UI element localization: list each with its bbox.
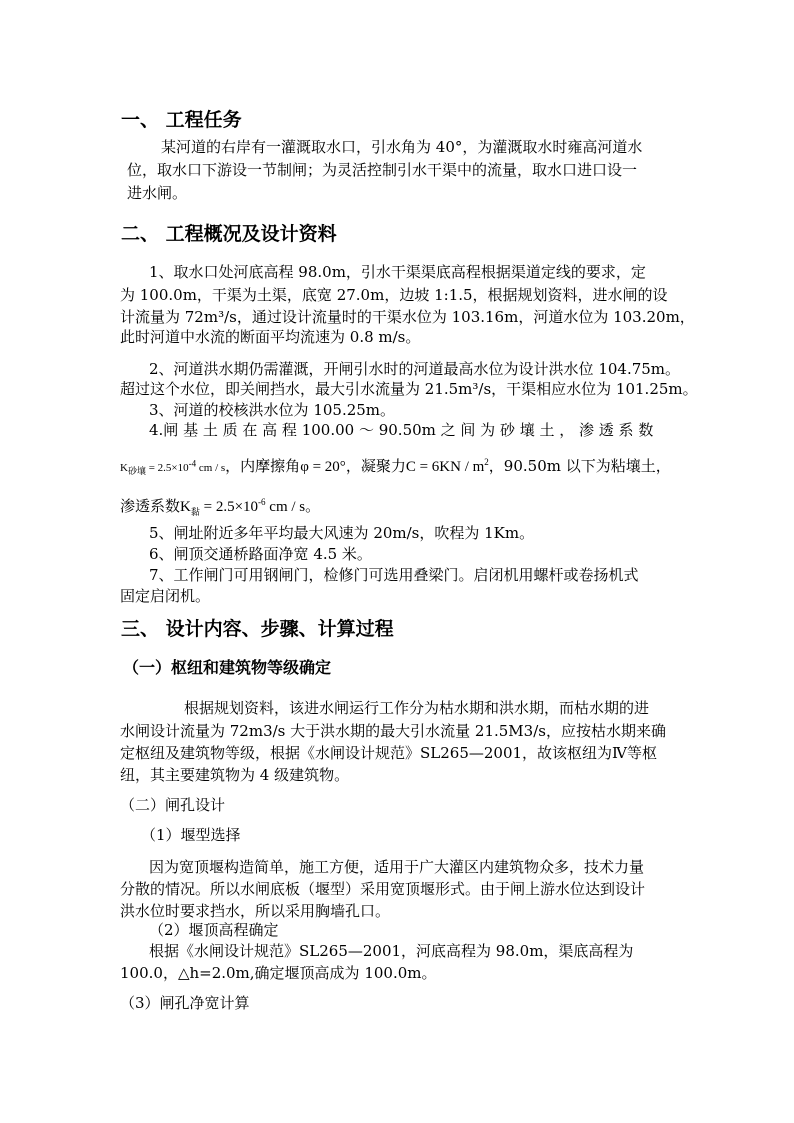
- paragraph-line: 超过这个水位，即关闸挡水，最大引水流量为 21.5m³/s，干渠相应水位为 101.25m。: [120, 380, 698, 398]
- formula-line-clay: 渗透系数$K_黏 = 2.5\times 10^{-6}$ cm / s。: [120, 497, 321, 517]
- subsection-heading: （一）枢纽和建筑物等级确定: [123, 658, 332, 677]
- paragraph-line: 因为宽顶堰构造简单，施工方便，适用于广大灌区内建筑物众多，技术力量: [149, 858, 645, 876]
- cohesion: $C = 6KN / m^2$: [405, 457, 489, 475]
- paragraph-line: 7、工作闸门可用钢闸门，检修门可选用叠梁门。启闭机用螺杆或卷扬机式: [149, 566, 639, 584]
- paragraph-line: 此时河道中水流的断面平均流速为 0.8 m/s。: [120, 328, 421, 346]
- paragraph-line: 计流量为 72m³/s，通过设计流量时的干渠水位为 103.16m，河道水位为 103.20m，: [120, 308, 695, 326]
- paragraph-line: 洪水位时要求挡水，所以采用胸墙孔口。: [120, 902, 391, 920]
- section-heading-3: 三、 设计内容、步骤、计算过程: [121, 618, 394, 640]
- paragraph-line: 进水闸。: [127, 184, 188, 202]
- section-heading-2: 二、 工程概况及设计资料: [121, 223, 337, 245]
- formula-line-soil: $K_{砂壤} = 2.5\times 10^{-4}$ cm / s，内摩擦角φ = 20°，凝聚力$C = 6KN / m^2$，90.50m 以下为粘壤土，: [120, 457, 671, 477]
- paragraph-line: 定枢纽及建筑物等级，根据《水闸设计规范》SL265—2001，故该枢纽为Ⅳ等枢: [120, 744, 658, 762]
- section-heading-1: 一、 工程任务: [121, 109, 242, 131]
- paragraph-line: 某河道的右岸有一灌溉取水口，引水角为 40°，为灌溉取水时雍高河道水: [161, 138, 643, 156]
- paragraph-line: 分散的情况。所以水闸底板（堰型）采用宽顶堰形式。由于闸上游水位达到设计: [120, 880, 646, 898]
- paragraph-line: 为 100.0m，干渠为土渠，底宽 27.0m，边坡 1:1.5，根据规划资料，进水闸的设: [120, 286, 668, 304]
- paragraph-line: 2、河道洪水期仍需灌溉，开闸引水时的河道最高水位为设计洪水位 104.75m。: [149, 360, 681, 378]
- paragraph-line: 固定启闭机。: [120, 587, 211, 605]
- friction-angle: φ = 20°: [300, 459, 346, 475]
- subsection-heading: （二）闸孔设计: [120, 796, 226, 814]
- paragraph-line: 水闸设计流量为 72m3/s 大于洪水期的最大引水流量 21.5M3/s，应按枯水期来确: [120, 722, 666, 740]
- paragraph-line: 纽，其主要建筑物为 4 级建筑物。: [120, 766, 350, 784]
- paragraph-line: 6、闸顶交通桥路面净宽 4.5 米。: [149, 545, 372, 563]
- paragraph-line: 3、河道的校核洪水位为 105.25m。: [149, 401, 396, 419]
- permeability-k-sandy: $K_{砂壤} = 2.5\times 10^{-4}$ cm / s: [120, 458, 226, 477]
- paragraph-line: 根据规划资料，该进水闸运行工作分为枯水期和洪水期，而枯水期的进: [184, 699, 650, 717]
- sub-item-heading: （3）闸孔净宽计算: [120, 994, 250, 1012]
- paragraph-line: 位，取水口下游设一节制闸；为灵活控制引水干渠中的流量，取水口进口设一: [127, 161, 638, 179]
- paragraph-line: 根据《水闸设计规范》SL265—2001，河底高程为 98.0m，渠底高程为: [149, 942, 634, 960]
- permeability-k-clay: $K_黏 = 2.5\times 10^{-6}$ cm / s: [180, 497, 306, 517]
- paragraph-line: 1、取水口处河底高程 98.0m，引水干渠渠底高程根据渠道定线的要求，定: [149, 263, 646, 281]
- paragraph-line: 4.闸 基 土 质 在 高 程 100.00 ～ 90.50m 之 间 为 砂 壤 土 ， 渗 透 系 数: [149, 421, 654, 439]
- paragraph-line: 100.0，△h=2.0m,确定堰顶高成为 100.0m。: [120, 964, 437, 982]
- sub-item-heading: （1）堰型选择: [141, 826, 241, 844]
- paragraph-line: 5、闸址附近多年平均最大风速为 20m/s，吹程为 1Km。: [149, 524, 535, 542]
- sub-item-heading: （2）堰顶高程确定: [149, 921, 279, 939]
